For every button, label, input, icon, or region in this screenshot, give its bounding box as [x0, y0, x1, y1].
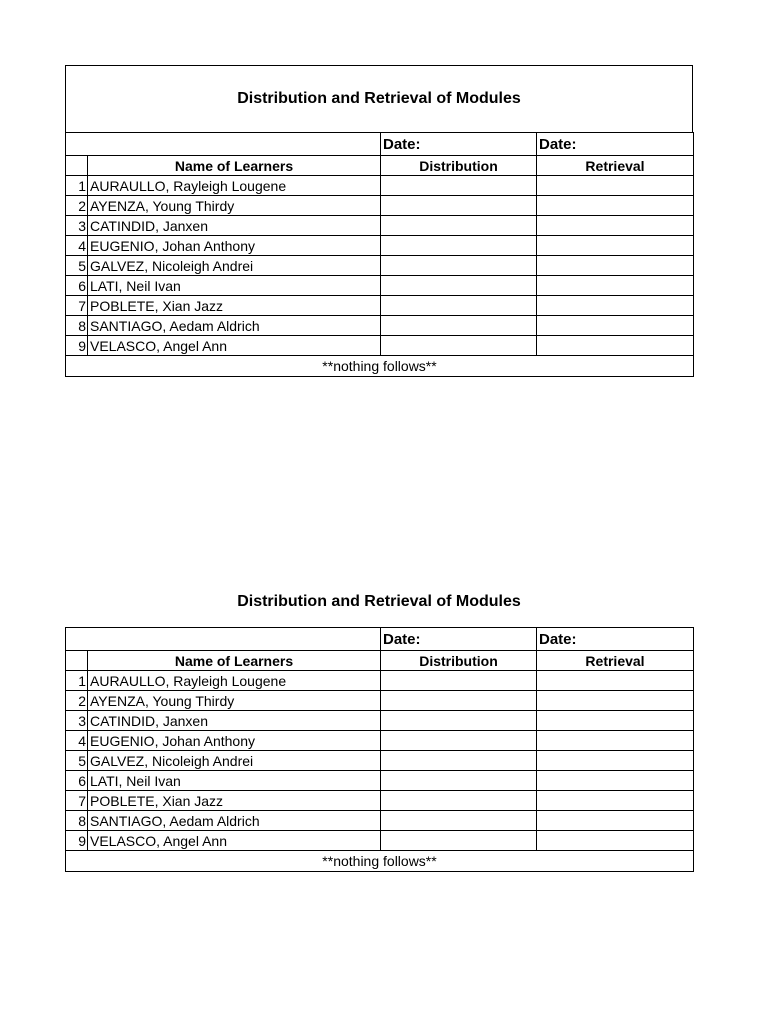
- learner-name: SANTIAGO, Aedam Aldrich: [88, 811, 381, 831]
- distribution-cell: [381, 671, 537, 691]
- learner-name: SANTIAGO, Aedam Aldrich: [88, 316, 381, 336]
- learner-name: VELASCO, Angel Ann: [88, 336, 381, 356]
- learner-number: 9: [66, 831, 88, 851]
- distribution-cell: [381, 831, 537, 851]
- sheet-title: Distribution and Retrieval of Modules: [237, 592, 521, 610]
- learner-number: 1: [66, 176, 88, 196]
- table-row: [66, 831, 694, 851]
- table-row: [66, 216, 694, 236]
- table-row: [66, 336, 694, 356]
- distribution-cell: [381, 296, 537, 316]
- learner-name: EUGENIO, Johan Anthony: [88, 236, 381, 256]
- learner-number: 1: [66, 671, 88, 691]
- distribution-cell: [381, 791, 537, 811]
- learner-rows: [66, 671, 694, 851]
- retrieval-cell: [537, 811, 694, 831]
- distribution-cell: [381, 336, 537, 356]
- date-row-blank: [66, 628, 381, 651]
- learner-number: 9: [66, 336, 88, 356]
- learner-number: 3: [66, 216, 88, 236]
- retrieval-cell: [537, 671, 694, 691]
- distribution-cell: [381, 256, 537, 276]
- learner-name: POBLETE, Xian Jazz: [88, 791, 381, 811]
- distribution-cell: [381, 711, 537, 731]
- distribution-cell: [381, 236, 537, 256]
- distribution-cell: [381, 196, 537, 216]
- table-row: [66, 731, 694, 751]
- retrieval-cell: [537, 336, 694, 356]
- learner-number: 5: [66, 751, 88, 771]
- table-row: [66, 296, 694, 316]
- retrieval-cell: [537, 216, 694, 236]
- retrieval-cell: [537, 791, 694, 811]
- retrieval-cell: [537, 196, 694, 216]
- learners-table: [65, 627, 694, 872]
- distribution-cell: [381, 316, 537, 336]
- learner-number: 2: [66, 196, 88, 216]
- distribution-cell: [381, 811, 537, 831]
- module-sheet-2: [65, 580, 693, 872]
- learner-name: AURAULLO, Rayleigh Lougene: [88, 671, 381, 691]
- distribution-date-label: Date:: [381, 628, 537, 651]
- learner-name: GALVEZ, Nicoleigh Andrei: [88, 751, 381, 771]
- learner-number: 8: [66, 316, 88, 336]
- table-row: [66, 256, 694, 276]
- header-num-blank: [66, 156, 88, 176]
- distribution-cell: [381, 691, 537, 711]
- learner-number: 4: [66, 731, 88, 751]
- header-retrieval: Retrieval: [537, 651, 694, 671]
- learner-name: EUGENIO, Johan Anthony: [88, 731, 381, 751]
- learner-name: LATI, Neil Ivan: [88, 771, 381, 791]
- module-sheet-1: [65, 65, 693, 377]
- learner-number: 7: [66, 791, 88, 811]
- header-distribution: Distribution: [381, 651, 537, 671]
- retrieval-date-label: Date:: [537, 133, 694, 156]
- distribution-date-label: Date:: [381, 133, 537, 156]
- learner-name: AYENZA, Young Thirdy: [88, 196, 381, 216]
- retrieval-cell: [537, 176, 694, 196]
- retrieval-cell: [537, 771, 694, 791]
- retrieval-cell: [537, 256, 694, 276]
- table-row: [66, 711, 694, 731]
- table-row: [66, 316, 694, 336]
- distribution-cell: [381, 731, 537, 751]
- header-name: Name of Learners: [88, 156, 381, 176]
- table-row: [66, 196, 694, 216]
- nothing-follows-note: **nothing follows**: [66, 851, 694, 872]
- header-name: Name of Learners: [88, 651, 381, 671]
- learner-number: 7: [66, 296, 88, 316]
- learner-name: AURAULLO, Rayleigh Lougene: [88, 176, 381, 196]
- header-retrieval: Retrieval: [537, 156, 694, 176]
- learner-number: 6: [66, 276, 88, 296]
- distribution-cell: [381, 751, 537, 771]
- learner-name: POBLETE, Xian Jazz: [88, 296, 381, 316]
- learner-name: CATINDID, Janxen: [88, 216, 381, 236]
- header-num-blank: [66, 651, 88, 671]
- learner-name: VELASCO, Angel Ann: [88, 831, 381, 851]
- learner-name: CATINDID, Janxen: [88, 711, 381, 731]
- retrieval-cell: [537, 731, 694, 751]
- learner-name: LATI, Neil Ivan: [88, 276, 381, 296]
- retrieval-cell: [537, 316, 694, 336]
- learner-name: GALVEZ, Nicoleigh Andrei: [88, 256, 381, 276]
- nothing-follows-note: **nothing follows**: [66, 356, 694, 377]
- retrieval-cell: [537, 276, 694, 296]
- retrieval-cell: [537, 751, 694, 771]
- header-distribution: Distribution: [381, 156, 537, 176]
- distribution-cell: [381, 276, 537, 296]
- learner-number: 8: [66, 811, 88, 831]
- retrieval-cell: [537, 296, 694, 316]
- table-row: [66, 276, 694, 296]
- table-row: [66, 771, 694, 791]
- distribution-cell: [381, 216, 537, 236]
- table-row: [66, 811, 694, 831]
- table-row: [66, 751, 694, 771]
- learner-number: 5: [66, 256, 88, 276]
- distribution-cell: [381, 176, 537, 196]
- learner-number: 6: [66, 771, 88, 791]
- table-row: [66, 671, 694, 691]
- table-row: [66, 691, 694, 711]
- learners-table: [65, 132, 694, 377]
- date-row-blank: [66, 133, 381, 156]
- retrieval-cell: [537, 831, 694, 851]
- learner-number: 3: [66, 711, 88, 731]
- table-row: [66, 236, 694, 256]
- learner-number: 2: [66, 691, 88, 711]
- retrieval-cell: [537, 711, 694, 731]
- table-row: [66, 176, 694, 196]
- retrieval-date-label: Date:: [537, 628, 694, 651]
- learner-number: 4: [66, 236, 88, 256]
- retrieval-cell: [537, 691, 694, 711]
- learner-rows: [66, 176, 694, 356]
- learner-name: AYENZA, Young Thirdy: [88, 691, 381, 711]
- sheet-title: Distribution and Retrieval of Modules: [65, 65, 693, 132]
- table-row: [66, 791, 694, 811]
- distribution-cell: [381, 771, 537, 791]
- retrieval-cell: [537, 236, 694, 256]
